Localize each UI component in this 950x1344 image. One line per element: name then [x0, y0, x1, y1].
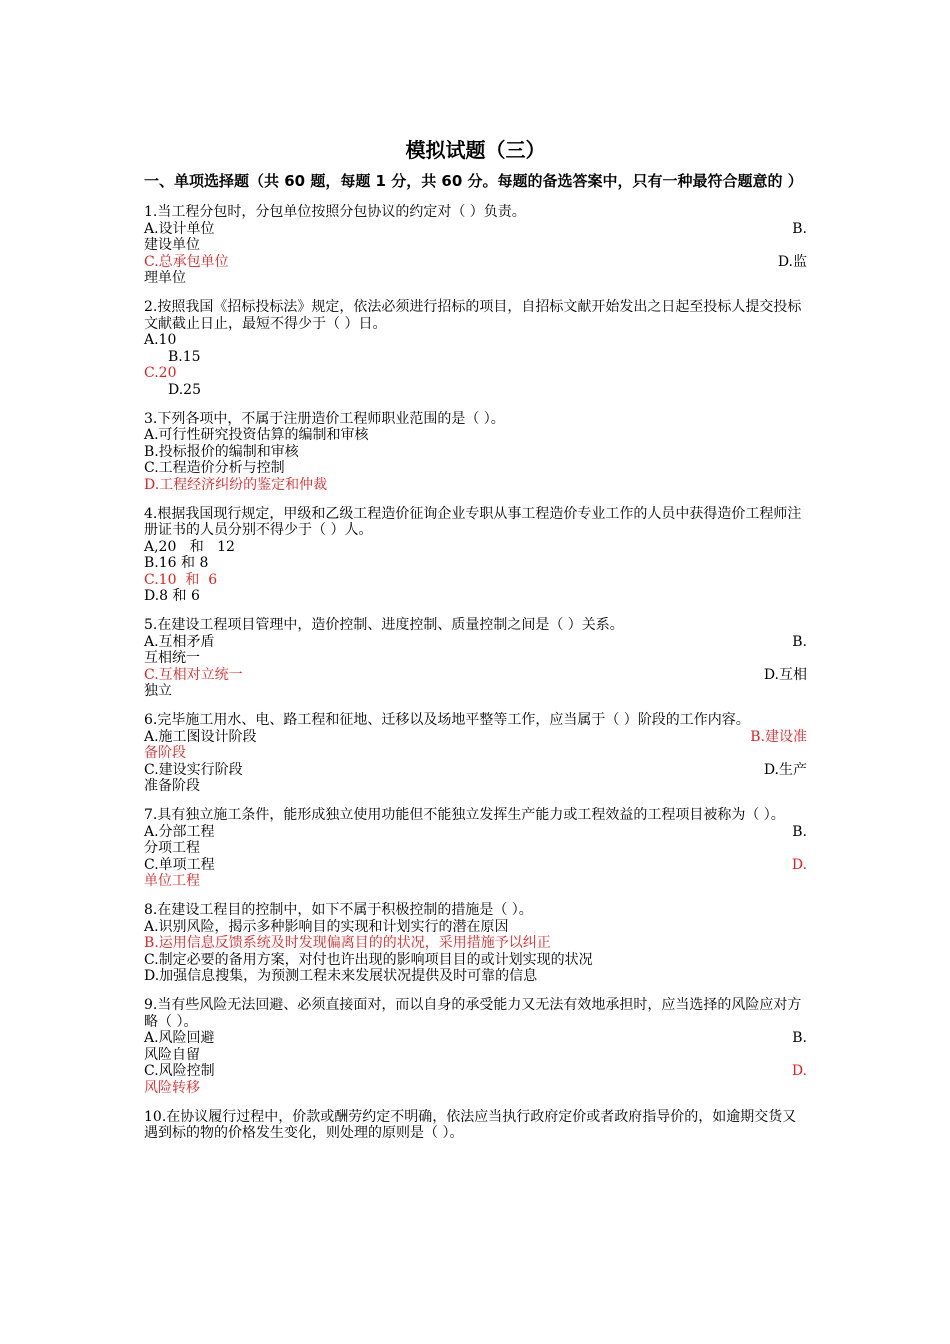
question-7: [144, 807, 807, 890]
option-c: [144, 857, 807, 874]
option-d-tail: 风险转移: [144, 1079, 200, 1096]
option-b: B.15: [168, 348, 201, 365]
option-c: C.制定必要的备用方案，对付也许出现的影响项目目的或计划实现的状况: [144, 951, 593, 968]
option-b-tail: 分项工程: [144, 840, 200, 857]
option-b-tail: 互相统一: [144, 650, 200, 667]
option-b-head: B.: [792, 633, 807, 650]
option-b-head: B.: [792, 823, 807, 840]
option-d-head: D.互相: [763, 666, 807, 683]
question-stem: 3.下列各项中，不属于注册造价工程师职业范围的是（ ）。: [144, 410, 505, 427]
question-9: [144, 997, 807, 1097]
question-stem: 2.按照我国《招标投标法》规定，依法必须进行招标的项目，自招标文献开始发出之日起至投标人提交投标文献截止日止，最短不得少于（ ）日。: [144, 298, 802, 332]
question-2: [144, 299, 807, 399]
question-stem: 7.具有独立施工条件，能形成独立使用功能但不能独立发挥生产能力或工程效益的工程项目被称为（ ）。: [144, 807, 785, 823]
option-a-text: A.施工图设计阶段: [144, 728, 257, 745]
option-a: A.10: [144, 332, 177, 349]
question-1: [144, 204, 807, 287]
option-d-tail: 独立: [144, 683, 172, 700]
option-a: A.可行性研究投资估算的编制和审核: [144, 427, 369, 444]
question-stem: 5.在建设工程项目管理中，造价控制、进度控制、质量控制之间是（ ）关系。: [144, 617, 624, 634]
option-c: C.工程造价分析与控制: [144, 460, 285, 477]
option-d-head: D.生产: [763, 761, 807, 778]
option-b: B.16 和 8: [144, 555, 209, 572]
option-a: [144, 634, 807, 651]
question-stem: 1.当工程分包时，分包单位按照分包协议的约定对（ ）负责。: [144, 204, 526, 220]
question-stem: 8.在建设工程目的控制中，如下不属于积极控制的措施是（ ）。: [144, 901, 533, 918]
question-5: [144, 617, 807, 700]
option-d: D.8 和 6: [144, 588, 200, 605]
option-b-head: B.: [792, 220, 807, 237]
option-b-head: B.建设准: [750, 728, 807, 745]
option-c-text: C.单项工程: [144, 856, 215, 873]
option-b: B.投标报价的编制和审核: [144, 443, 299, 460]
section-heading: 一、单项选择题（共 60 题，每题 1 分，共 60 分。每题的备选答案中，只有一种最符合题意的 ）: [144, 172, 803, 190]
question-stem: 4.根据我国现行规定，甲级和乙级工程造价征询企业专职从事工程造价专业工作的人员中获得造价工程师注册证书的人员分别不得少于（ ）人。: [144, 505, 802, 539]
option-d-head: D.监: [777, 253, 807, 270]
option-c-text: C.互相对立统一: [144, 666, 243, 683]
option-d-tail: 准备阶段: [144, 778, 200, 795]
question-8: [144, 902, 807, 985]
option-d: D.加强信息搜集，为预测工程未来发展状况提供及时可靠的信息: [144, 968, 538, 985]
option-c: C.10 和 6: [144, 571, 218, 588]
option-d: D.25: [168, 381, 201, 398]
question-3: [144, 411, 807, 494]
option-d-tail: 理单位: [144, 270, 186, 287]
option-c: C.20: [144, 365, 177, 382]
question-10: [144, 1109, 807, 1142]
question-stem: 6.完毕施工用水、电、路工程和征地、迁移以及场地平整等工作，应当属于（ ）阶段的工作内容。: [144, 712, 750, 729]
option-d-tail: 单位工程: [144, 873, 200, 890]
option-d-head: D.: [791, 856, 807, 873]
question-stem: 10.在协议履行过程中，价款或酬劳约定不明确，依法应当执行政府定价或者政府指导价的，如逾期交货又遇到标的物的价格发生变化，则处理的原则是（ ）。: [144, 1108, 797, 1142]
option-a: [144, 824, 807, 841]
option-c: [144, 1063, 807, 1080]
question-stem: 9.当有些风险无法回避、必须直接面对，而以自身的承受能力又无法有效地承担时，应当选择的风险应对方略（ ）。: [144, 996, 802, 1030]
option-c-text: C.风险控制: [144, 1063, 215, 1080]
option-a-text: A.风险回避: [144, 1030, 215, 1047]
option-a: A.识别风险，揭示多种影响目的实现和计划实行的潜在原因: [144, 918, 509, 935]
document-page: [144, 132, 807, 1154]
option-c-text: C.建设实行阶段: [144, 761, 243, 778]
option-b-tail: 风险自留: [144, 1046, 200, 1063]
option-a-text: A.设计单位: [144, 220, 215, 237]
option-a-text: A.互相矛盾: [144, 633, 215, 650]
option-c: [144, 762, 807, 779]
page-title: 模拟试题（三）: [405, 138, 546, 162]
option-b: B.运用信息反馈系统及时发现偏离目的的状况，采用措施予以纠正: [144, 935, 551, 952]
option-c: [144, 667, 807, 684]
option-a: [144, 729, 807, 746]
option-b-tail: 备阶段: [144, 745, 186, 762]
option-a-text: A.分部工程: [144, 823, 215, 840]
option-c: [144, 254, 807, 271]
option-a: A,20 和 12: [144, 538, 235, 555]
question-4: [144, 506, 807, 606]
option-a: [144, 221, 807, 238]
option-b-tail: 建设单位: [144, 237, 200, 254]
option-b-head: B.: [792, 1030, 807, 1047]
option-a: [144, 1030, 807, 1047]
option-d-head: D.: [791, 1063, 807, 1080]
question-6: [144, 712, 807, 795]
option-d: D.工程经济纠纷的鉴定和仲裁: [144, 476, 328, 493]
option-c-text: C.总承包单位: [144, 253, 229, 270]
